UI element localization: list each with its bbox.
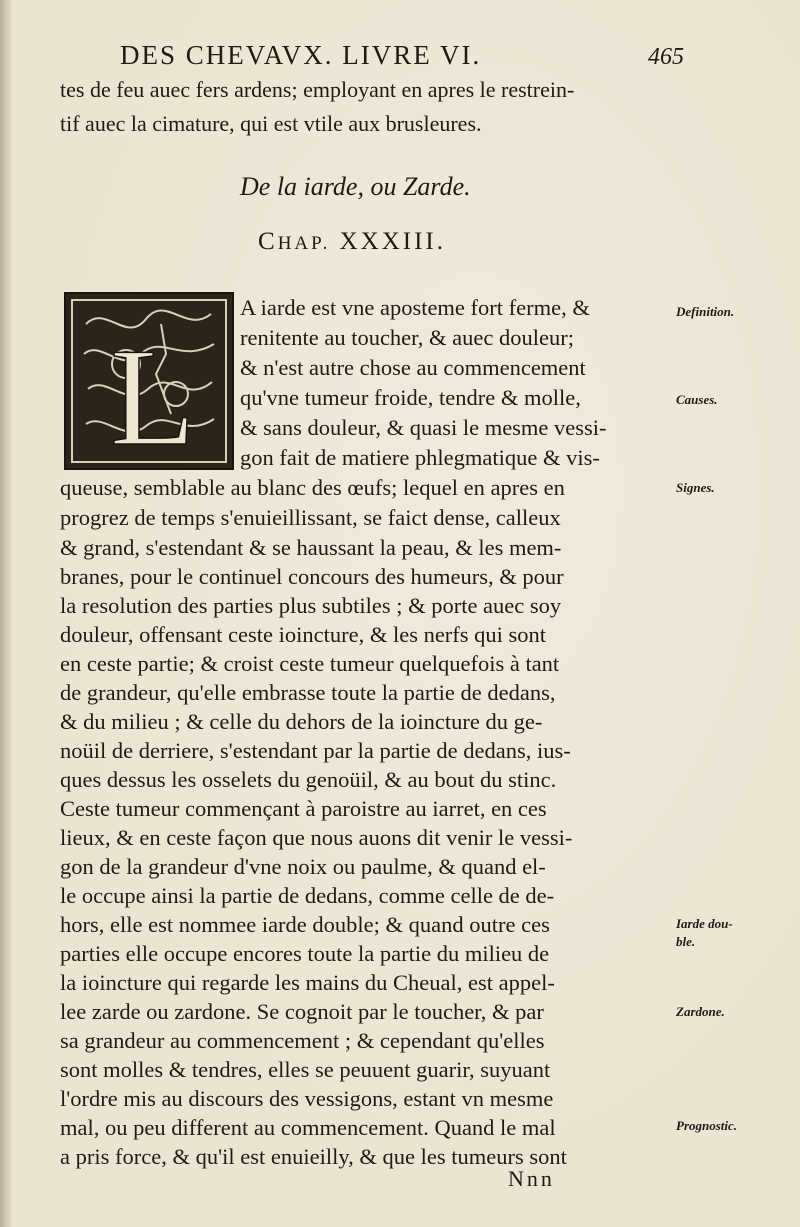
text-line: la resolution des parties plus subtiles ; & porte auec soy <box>60 593 562 618</box>
text-line: en ceste partie; & croist ceste tumeur quelquefois à tant <box>60 651 560 676</box>
signature-mark: Nnn <box>508 1166 555 1191</box>
chapter-prefix-cap: C <box>258 228 278 255</box>
running-head: DES CHEVAVX. LIVRE VI. <box>120 40 482 70</box>
chapter-prefix: HAP. <box>277 233 331 254</box>
text-line: ques dessus les osselets du genoüil, & au bout du stinc. <box>60 767 557 792</box>
page-number: 465 <box>648 44 684 70</box>
text-line: & n'est autre chose au commencement <box>240 355 586 380</box>
text-line: parties elle occupe encores toute la partie du milieu de <box>60 941 550 966</box>
margin-note-causes: Causes. <box>676 392 718 407</box>
margin-note-zardone: Zardone. <box>676 1004 725 1019</box>
margin-note-prognostic: Prognostic. <box>676 1118 738 1133</box>
text-line: a pris force, & qu'il est enuieilly, & que les tumeurs sont <box>60 1144 567 1169</box>
text-line: renitente au toucher, & auec douleur; <box>240 325 574 350</box>
text-line: sont molles & tendres, elles se peuuent guarir, suyuant <box>60 1057 551 1082</box>
section-title: De la iarde, ou Zarde. <box>240 172 471 201</box>
text-line: mal, ou peu different au commencement. Quand le mal <box>60 1115 556 1140</box>
chapter-number: XXXIII. <box>339 228 446 255</box>
text-line: & sans douleur, & quasi le mesme vessi- <box>240 415 607 440</box>
text-line: douleur, offensant ceste ioincture, & les nerfs qui sont <box>60 622 547 647</box>
text-line: & grand, s'estendant & se haussant la peau, & les mem- <box>60 535 562 560</box>
margin-note-signes: Signes. <box>676 480 715 495</box>
woodcut-ornament-icon <box>66 294 232 468</box>
text-line: queuse, semblable au blanc des œufs; lequel en apres en <box>60 475 565 500</box>
text-line: l'ordre mis au discours des vessigons, estant vn mesme <box>60 1086 554 1111</box>
margin-note-definition: Definition. <box>676 304 735 319</box>
text-line: noüil de derriere, s'estendant par la partie de dedans, ius- <box>60 738 571 763</box>
text-line: gon de la grandeur d'vne noix ou paulme, & quand el- <box>60 854 546 879</box>
text-line: A iarde est vne aposteme fort ferme, & <box>240 295 590 320</box>
text-line: tes de feu auec fers ardens; employant en apres le restrein- <box>60 77 575 102</box>
text-line: de grandeur, qu'elle embrasse toute la partie de dedans, <box>60 680 556 705</box>
ornamental-initial-icon <box>64 292 234 470</box>
text-line: le occupe ainsi la partie de dedans, comme celle de de- <box>60 883 555 908</box>
text-line: gon fait de matiere phlegmatique & vis- <box>240 445 600 470</box>
text-line: qu'vne tumeur froide, tendre & molle, <box>240 385 581 410</box>
text-line: Ceste tumeur commençant à paroistre au iarret, en ces <box>60 796 547 821</box>
text-line: sa grandeur au commencement ; & cependant qu'elles <box>60 1028 545 1053</box>
text-line: lee zarde ou zardone. Se cognoit par le toucher, & par <box>60 999 544 1024</box>
text-line: la ioincture qui regarde les mains du Cheual, est appel- <box>60 970 555 995</box>
text-line: tif auec la cimature, qui est vtile aux brusleures. <box>60 111 482 136</box>
binding-gutter <box>0 0 12 1227</box>
margin-note-iarde-double: Iarde dou- <box>676 916 733 931</box>
text-line: & du milieu ; & celle du dehors de la ioincture du ge- <box>60 709 543 734</box>
text-line: progrez de temps s'enuieillissant, se faict dense, calleux <box>60 505 561 530</box>
chapter-heading <box>258 228 446 256</box>
margin-note-iarde-double-cont: ble. <box>676 934 696 949</box>
text-line: hors, elle est nommee iarde double; & quand outre ces <box>60 912 550 937</box>
text-line: branes, pour le continuel concours des humeurs, & pour <box>60 564 564 589</box>
dropcap-letter: L <box>110 320 196 468</box>
text-line: lieux, & en ceste façon que nous auons dit venir le vessi- <box>60 825 573 850</box>
